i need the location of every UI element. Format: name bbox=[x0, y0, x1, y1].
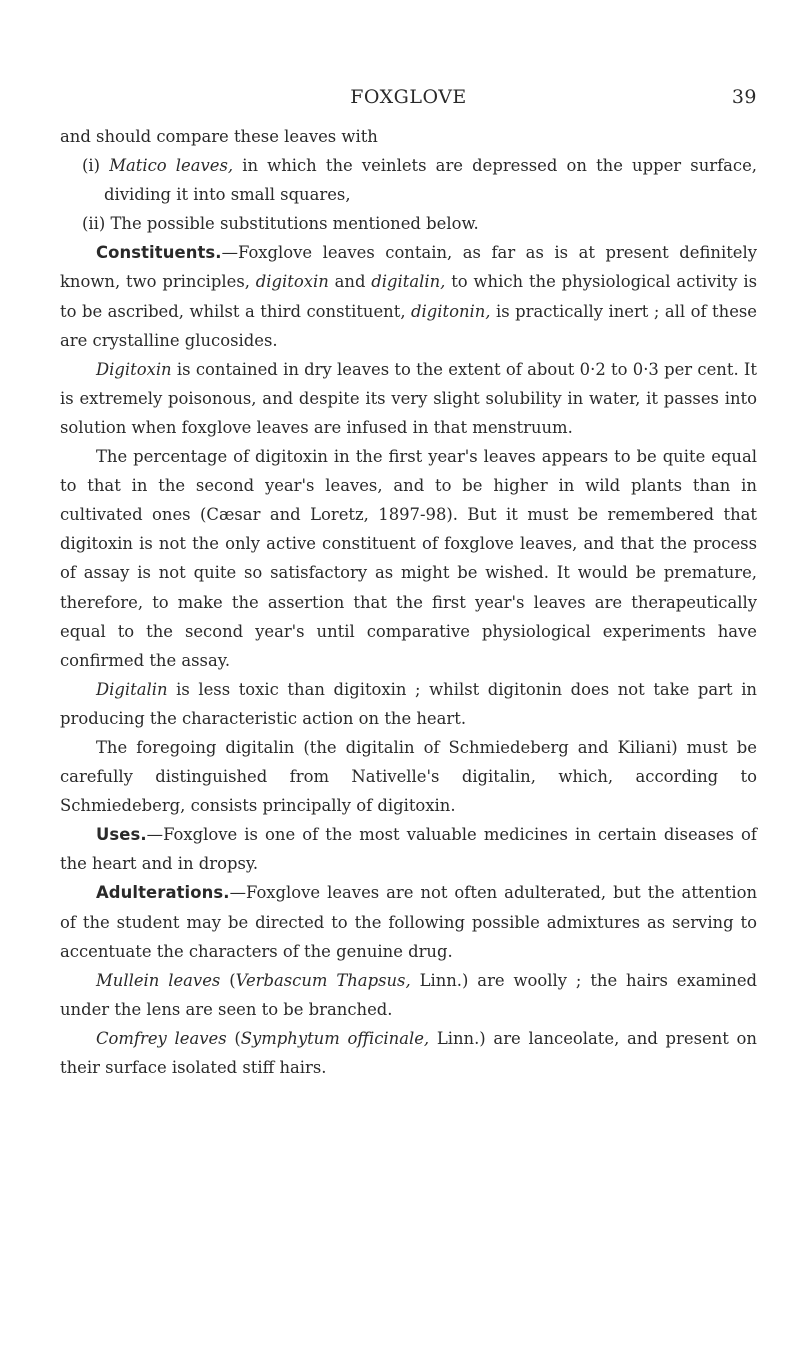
comparison-list bbox=[60, 151, 757, 238]
italic-run: Symphytum officinale, bbox=[240, 1028, 430, 1048]
italic-run: Verbascum Thapsus, bbox=[235, 970, 411, 990]
uses-heading: Uses. bbox=[96, 825, 147, 845]
digitalin-paragraph bbox=[60, 675, 757, 733]
text-run: and bbox=[328, 272, 372, 292]
text-run: ( bbox=[220, 970, 236, 990]
page-number: 39 bbox=[731, 86, 757, 108]
adulterations-paragraph bbox=[60, 878, 757, 965]
constituents-heading: Constituents. bbox=[96, 243, 222, 263]
uses-paragraph bbox=[60, 820, 757, 878]
page-body bbox=[60, 122, 757, 1082]
running-title: FOXGLOVE bbox=[350, 86, 467, 108]
text-run: to which the physiological activity is to be ascribed, whilst a third constituent, bbox=[60, 272, 757, 321]
comparison-item bbox=[82, 151, 757, 209]
running-head bbox=[60, 86, 757, 112]
mullein-paragraph bbox=[60, 966, 757, 1024]
adulterations-heading: Adulterations. bbox=[96, 883, 230, 903]
text-run: —Foxglove leaves are not often adulterated, but the attention of the student may be directed to the following possible admixtures as serving to accentuate the characters of the genuine drug. bbox=[60, 883, 757, 961]
italic-run: Mullein leaves bbox=[96, 970, 221, 990]
item-name: Matico leaves, bbox=[109, 156, 234, 176]
item-marker: (ii) bbox=[82, 214, 106, 234]
text-run: is contained in dry leaves to the extent of about 0·2 to 0·3 per cent. It is extremely poisonous, and despite its very slight solubility in water, it passes into solution when foxglove leaves are infused in that menstruum. bbox=[60, 359, 757, 437]
text-run: —Foxglove leaves contain, as far as is at present definitely known, two principles, bbox=[60, 243, 757, 292]
item-marker: (i) bbox=[82, 156, 101, 176]
italic-run: Comfrey leaves bbox=[96, 1028, 227, 1048]
text-run: is practically inert ; all of these are crystalline glucosides. bbox=[60, 301, 757, 350]
constituents-paragraph bbox=[60, 238, 757, 354]
intro-line: and should compare these leaves with bbox=[60, 127, 378, 146]
item-text: in which the veinlets are depressed on the upper surface, dividing it into small squares, bbox=[104, 156, 758, 205]
text-run: —Foxglove is one of the most valuable medicines in certain diseases of the heart and in dropsy. bbox=[60, 825, 757, 874]
text-run: ( bbox=[226, 1028, 241, 1048]
comfrey-paragraph bbox=[60, 1024, 757, 1082]
italic-run: digitonin, bbox=[411, 301, 491, 321]
italic-run: Digitalin bbox=[96, 679, 168, 699]
foregoing-paragraph: The foregoing digitalin (the digitalin of Schmiedeberg and Kiliani) must be carefully distinguished from Nativelle's digitalin, which, according to Schmiedeberg, consists principally of digitoxin. bbox=[60, 737, 757, 816]
text-run: Linn.) are woolly ; the hairs examined under the lens are seen to be branched. bbox=[60, 970, 758, 1019]
italic-run: digitoxin bbox=[255, 272, 329, 292]
comparison-item bbox=[82, 209, 757, 238]
text-run: Linn.) are lanceolate, and present on their surface isolated stiff hairs. bbox=[60, 1028, 757, 1077]
text-run: is less toxic than digitoxin ; whilst digitonin does not take part in producing the characteristic action on the heart. bbox=[60, 679, 757, 728]
item-text: The possible substitutions mentioned below. bbox=[110, 214, 479, 234]
italic-run: digitalin, bbox=[371, 272, 446, 292]
italic-run: Digitoxin bbox=[96, 359, 172, 379]
digitoxin-paragraph bbox=[60, 355, 757, 442]
percentage-paragraph: The percentage of digitoxin in the first year's leaves appears to be quite equal to that in the second year's leaves, and to be higher in wild plants than in cultivated ones (Cæsar and Loretz, 1897-98). But it must be remembered that digitoxin is not the only active constituent of foxglove leaves, and that the process of assay is not quite so satisfactory as might be wished. It would be premature, therefore, to make the assertion that the first year's leaves are therapeutically equal to the second year's until comparative physiological experiments have confirmed the assay. bbox=[60, 447, 757, 670]
